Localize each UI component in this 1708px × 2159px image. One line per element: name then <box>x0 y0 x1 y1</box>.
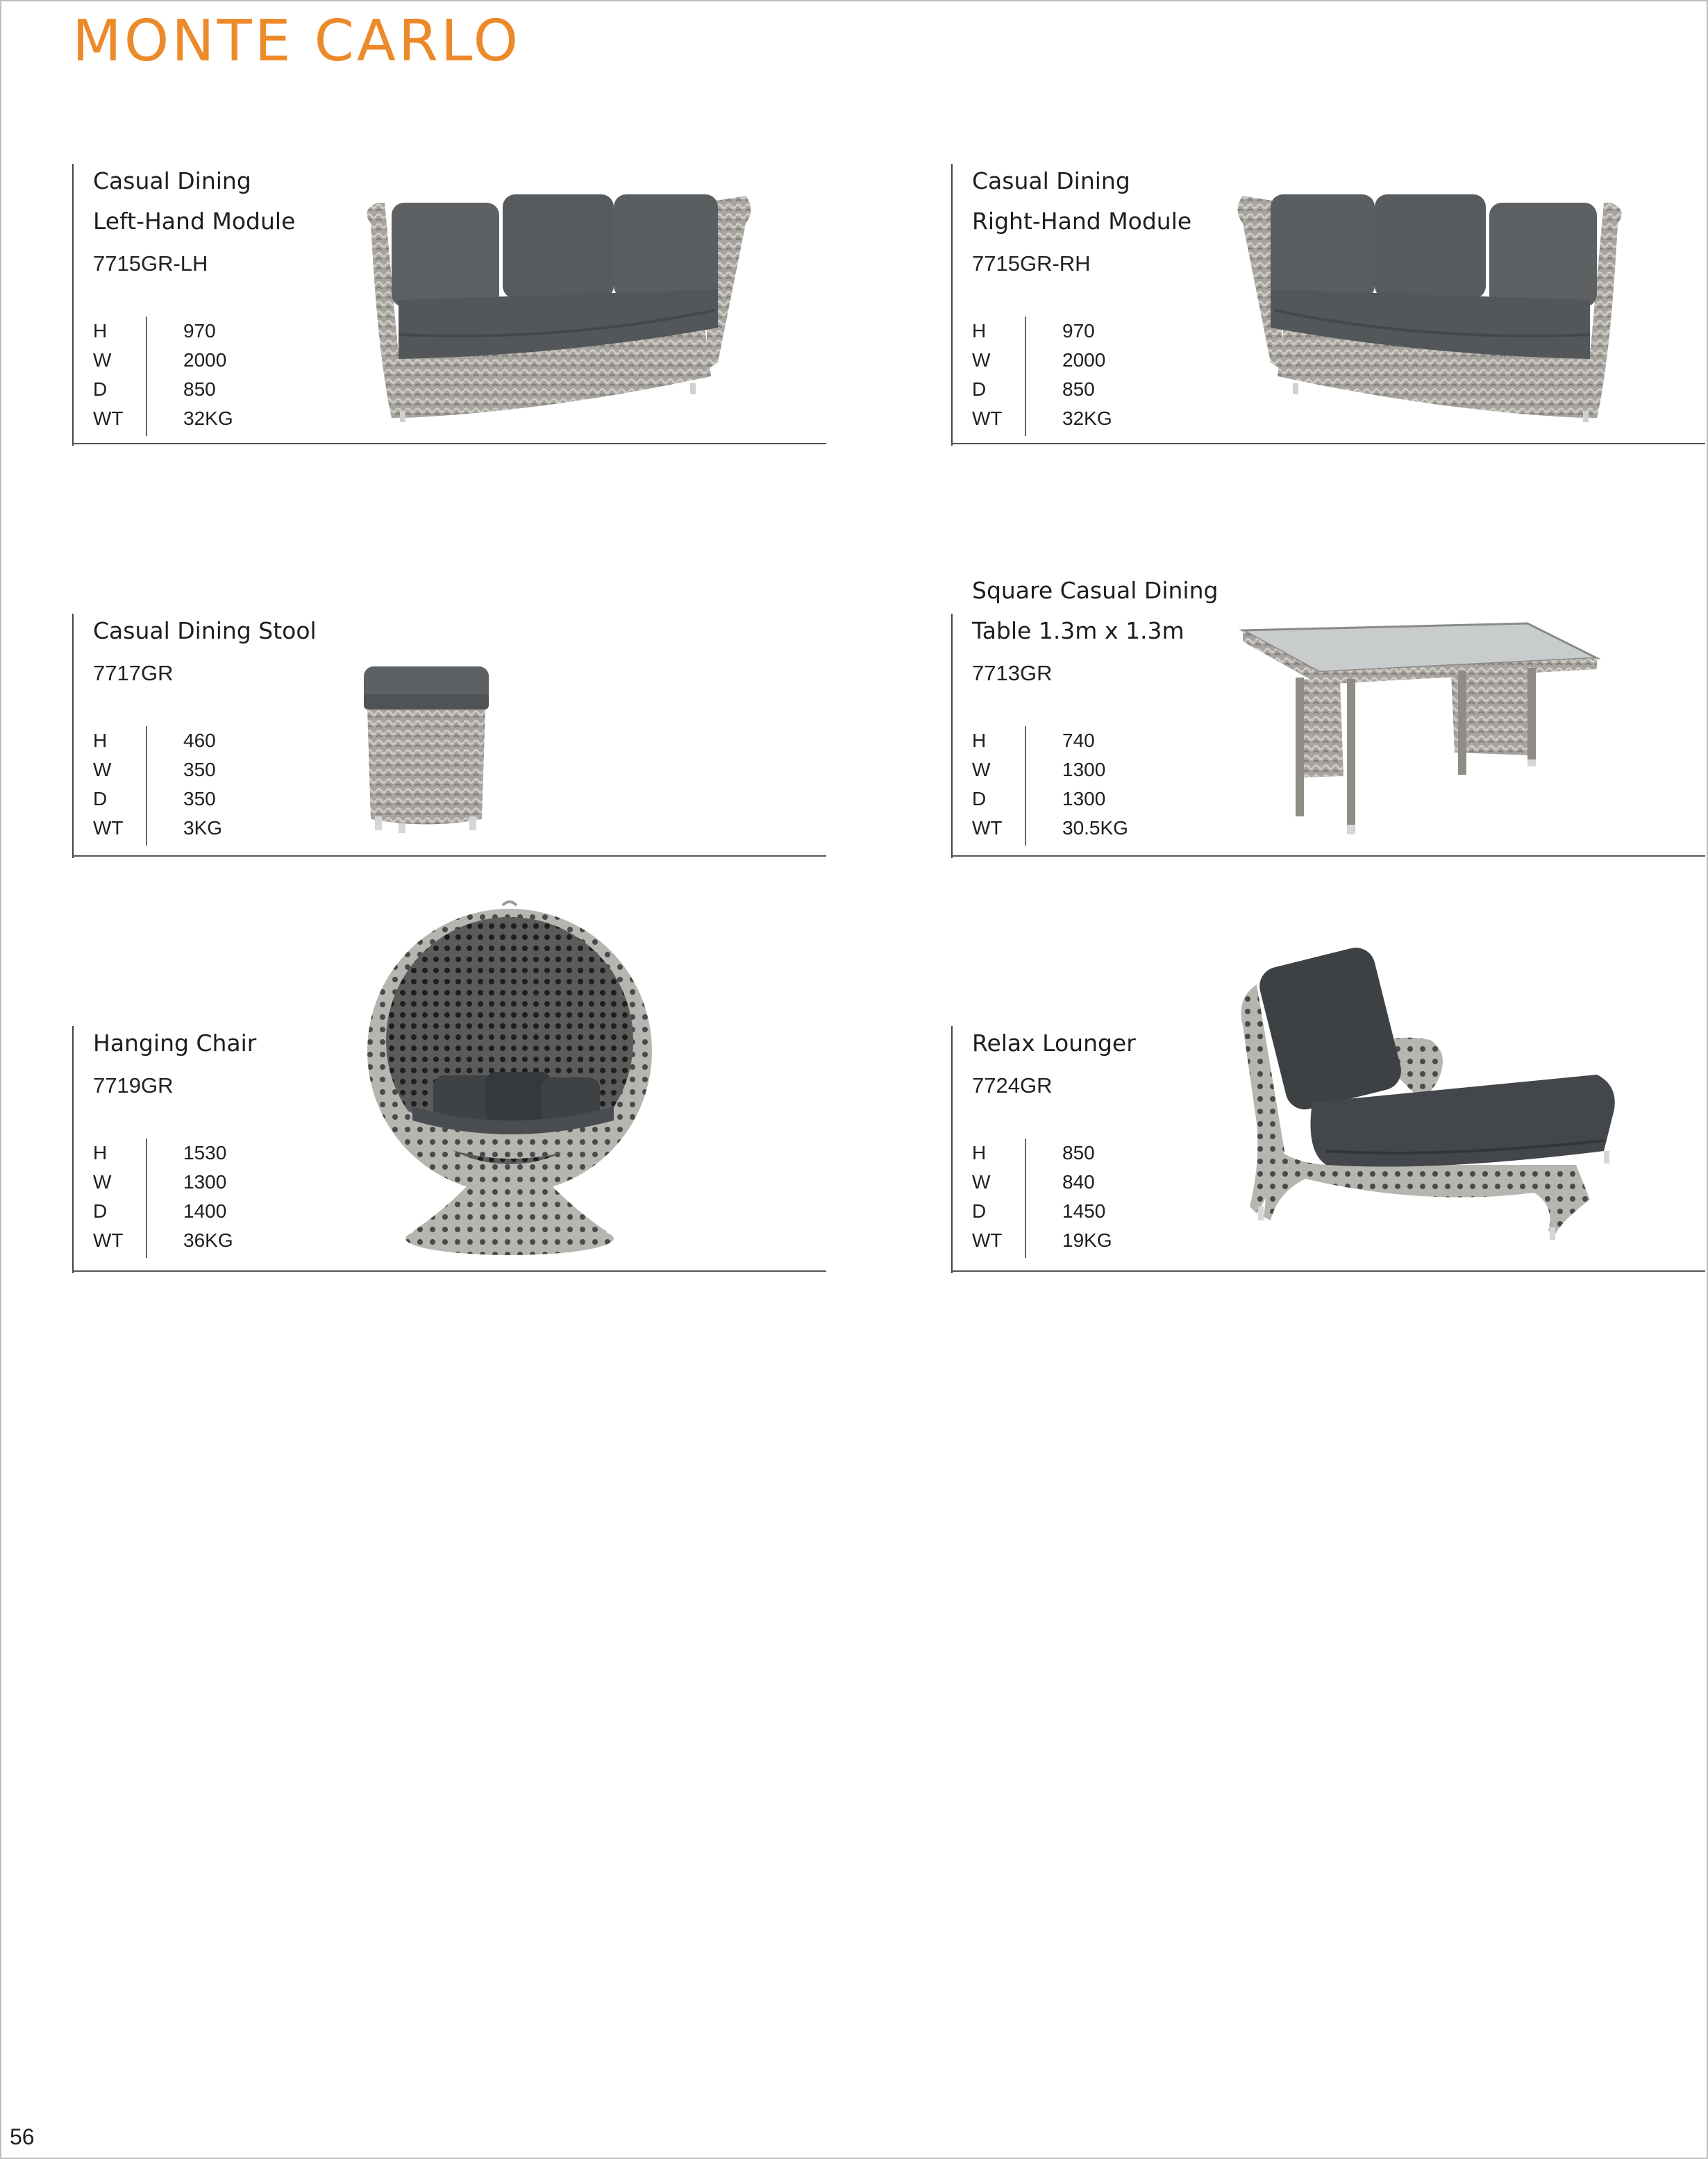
product-name-line-1: Casual Dining <box>93 167 251 194</box>
spec-value: 36KG <box>183 1229 233 1251</box>
product-card-right-hand-module <box>951 161 1705 446</box>
spec-label: H <box>972 730 987 751</box>
spec-row-height <box>972 317 1146 346</box>
product-name-line-1: Casual Dining <box>972 167 1130 194</box>
spec-value: 460 <box>183 730 216 751</box>
spec-value: 30.5KG <box>1062 817 1128 839</box>
spec-row-depth <box>972 784 1146 814</box>
card-border-left <box>951 614 953 858</box>
spec-label: WT <box>93 817 124 839</box>
card-border-bottom <box>951 1270 1705 1272</box>
spec-value: 1300 <box>183 1171 227 1193</box>
spec-row-width <box>93 1168 267 1197</box>
left-hand-sofa-module-icon <box>357 182 753 425</box>
spec-row-depth <box>972 1197 1146 1226</box>
spec-row-depth <box>93 1197 267 1226</box>
spec-value: 1530 <box>183 1142 227 1163</box>
product-name-line-1: Relax Lounger <box>972 1030 1136 1057</box>
spec-value: 850 <box>1062 1142 1095 1163</box>
spec-label: WT <box>972 408 1003 429</box>
card-border-left <box>72 164 74 446</box>
spec-table <box>93 726 267 843</box>
card-border-left <box>72 614 74 858</box>
spec-label: W <box>93 349 112 371</box>
card-border-bottom <box>72 443 826 444</box>
spec-row-weight <box>93 1226 267 1255</box>
spec-row-height <box>93 317 267 346</box>
spec-value: 850 <box>1062 378 1095 400</box>
spec-row-height <box>93 726 267 755</box>
spec-label: D <box>93 788 108 809</box>
hanging-chair-icon <box>364 898 683 1259</box>
spec-table <box>972 1139 1146 1255</box>
relax-lounger-icon <box>1229 943 1618 1262</box>
product-card-hanging-chair <box>72 1023 826 1273</box>
spec-label: H <box>93 730 108 751</box>
card-border-left <box>72 1026 74 1273</box>
spec-row-weight <box>93 814 267 843</box>
spec-value: 350 <box>183 788 216 809</box>
card-border-bottom <box>951 855 1705 857</box>
product-name-line-2: Table 1.3m x 1.3m <box>972 617 1184 644</box>
spec-row-depth <box>972 375 1146 404</box>
spec-label: W <box>93 1171 112 1193</box>
spec-label: D <box>972 1200 987 1222</box>
product-card-left-hand-module <box>72 161 826 446</box>
card-border-bottom <box>72 1270 826 1272</box>
spec-table <box>93 317 267 433</box>
spec-label: W <box>93 759 112 780</box>
product-code: 7717GR <box>93 661 174 685</box>
spec-row-width <box>93 755 267 784</box>
spec-row-height <box>972 1139 1146 1168</box>
page-number: 56 <box>10 2124 35 2149</box>
spec-label: WT <box>93 408 124 429</box>
spec-value: 2000 <box>183 349 227 371</box>
spec-row-width <box>93 346 267 375</box>
spec-row-width <box>972 1168 1146 1197</box>
right-hand-sofa-module-icon <box>1236 182 1632 425</box>
dining-stool-icon <box>357 660 496 840</box>
square-dining-table-icon <box>1236 616 1604 839</box>
spec-value: 19KG <box>1062 1229 1112 1251</box>
card-border-bottom <box>72 855 826 857</box>
spec-label: D <box>972 378 987 400</box>
spec-row-height <box>93 1139 267 1168</box>
product-card-dining-stool <box>72 611 826 858</box>
spec-value: 970 <box>183 320 216 342</box>
spec-label: W <box>972 1171 991 1193</box>
spec-row-weight <box>93 404 267 433</box>
spec-label: W <box>972 759 991 780</box>
spec-value: 970 <box>1062 320 1095 342</box>
product-name-line-2: Left-Hand Module <box>93 208 296 235</box>
spec-table <box>972 317 1146 433</box>
spec-label: WT <box>972 817 1003 839</box>
spec-label: H <box>972 1142 987 1163</box>
product-code: 7715GR-RH <box>972 251 1091 276</box>
spec-label: H <box>93 1142 108 1163</box>
product-name-line-2: Right-Hand Module <box>972 208 1192 235</box>
spec-table <box>972 726 1146 843</box>
product-code: 7724GR <box>972 1073 1053 1098</box>
spec-row-depth <box>93 784 267 814</box>
spec-label: D <box>972 788 987 809</box>
spec-value: 850 <box>183 378 216 400</box>
product-card-dining-table <box>951 571 1705 858</box>
spec-value: 1400 <box>183 1200 227 1222</box>
spec-value: 2000 <box>1062 349 1106 371</box>
spec-label: WT <box>972 1229 1003 1251</box>
card-border-left <box>951 164 953 446</box>
spec-value: 1300 <box>1062 759 1106 780</box>
product-name-line-1: Hanging Chair <box>93 1030 257 1057</box>
spec-value: 32KG <box>1062 408 1112 429</box>
spec-value: 350 <box>183 759 216 780</box>
spec-value: 3KG <box>183 817 223 839</box>
spec-value: 740 <box>1062 730 1095 751</box>
spec-label: D <box>93 378 108 400</box>
spec-value: 1300 <box>1062 788 1106 809</box>
spec-label: WT <box>93 1229 124 1251</box>
card-border-left <box>951 1026 953 1273</box>
spec-row-width <box>972 755 1146 784</box>
product-card-relax-lounger <box>951 1023 1705 1273</box>
spec-value: 840 <box>1062 1171 1095 1193</box>
spec-label: H <box>972 320 987 342</box>
product-name-line-1: Casual Dining Stool <box>93 617 317 644</box>
spec-table <box>93 1139 267 1255</box>
spec-value: 1450 <box>1062 1200 1106 1222</box>
spec-row-weight <box>972 1226 1146 1255</box>
product-code: 7719GR <box>93 1073 174 1098</box>
spec-label: W <box>972 349 991 371</box>
spec-label: H <box>93 320 108 342</box>
product-code: 7713GR <box>972 661 1053 685</box>
product-code: 7715GR-LH <box>93 251 208 276</box>
spec-row-weight <box>972 404 1146 433</box>
spec-row-depth <box>93 375 267 404</box>
spec-row-height <box>972 726 1146 755</box>
spec-row-weight <box>972 814 1146 843</box>
spec-row-width <box>972 346 1146 375</box>
product-name-line-1: Square Casual Dining <box>972 577 1219 604</box>
spec-label: D <box>93 1200 108 1222</box>
spec-value: 32KG <box>183 408 233 429</box>
card-border-bottom <box>951 443 1705 444</box>
page-title: MONTE CARLO <box>72 8 521 74</box>
